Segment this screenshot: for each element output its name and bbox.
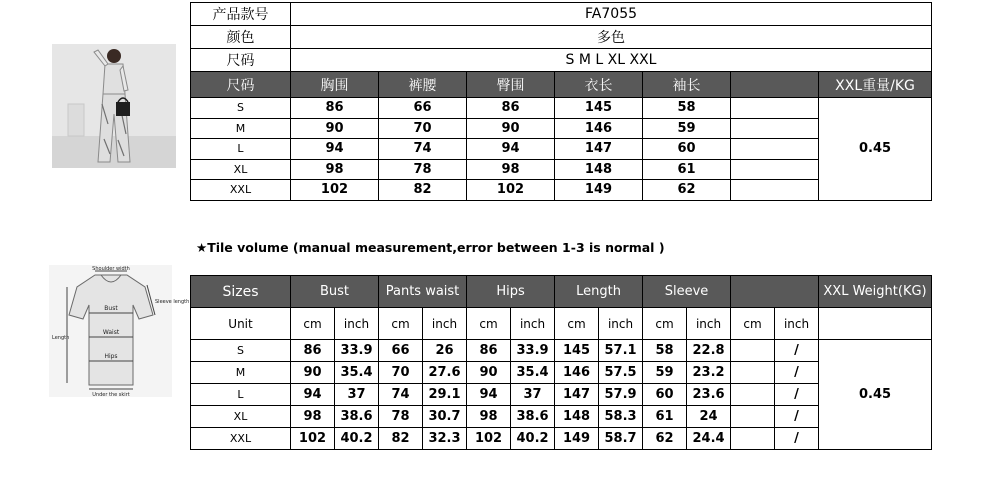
cell: 86 <box>467 98 555 119</box>
cell: 66 <box>379 98 467 119</box>
size-label: 尺码 <box>191 49 291 72</box>
unit-cell: cm <box>291 308 335 340</box>
cell: / <box>775 340 819 362</box>
size-value: S M L XL XXL <box>291 49 932 72</box>
cell: / <box>775 406 819 428</box>
cell: 82 <box>379 180 467 201</box>
row-size: M <box>191 362 291 384</box>
cell: 58 <box>643 340 687 362</box>
cell: 70 <box>379 362 423 384</box>
header-sleeve: Sleeve <box>643 276 731 308</box>
header-bust: 胸围 <box>291 72 379 98</box>
cell: 33.9 <box>511 340 555 362</box>
cell <box>731 362 775 384</box>
sketch-length-label: Length <box>52 335 70 341</box>
cell: 32.3 <box>423 428 467 450</box>
product-photo <box>52 44 176 168</box>
sketch-shoulder-label: Shoulder width <box>92 266 130 272</box>
cell: 38.6 <box>511 406 555 428</box>
unit-cell: inch <box>599 308 643 340</box>
color-value: 多色 <box>291 26 932 49</box>
cell: 62 <box>643 180 731 201</box>
cell: 102 <box>467 428 511 450</box>
unit-cell: inch <box>335 308 379 340</box>
header-waist: 裤腰 <box>379 72 467 98</box>
measurement-sketch <box>49 265 190 398</box>
measurement-note: ★Tile volume (manual measurement,error between 1-3 is normal ) <box>196 240 665 255</box>
cell: 90 <box>291 362 335 384</box>
cell: 94 <box>291 384 335 406</box>
row-size: S <box>191 340 291 362</box>
weight-value: 0.45 <box>819 340 932 450</box>
cell: 98 <box>467 406 511 428</box>
unit-cell: cm <box>379 308 423 340</box>
cell: 147 <box>555 139 643 160</box>
cell: 37 <box>511 384 555 406</box>
cell: 74 <box>379 384 423 406</box>
header-length: Length <box>555 276 643 308</box>
cell <box>731 340 775 362</box>
cell: 94 <box>291 139 379 160</box>
product-code-label: 产品款号 <box>191 3 291 26</box>
cell: 57.5 <box>599 362 643 384</box>
cell: 29.1 <box>423 384 467 406</box>
unit-weight-empty <box>819 308 932 340</box>
cell: 90 <box>291 118 379 139</box>
cell: 86 <box>467 340 511 362</box>
unit-cell: cm <box>731 308 775 340</box>
cell: 23.2 <box>687 362 731 384</box>
cell: 98 <box>467 159 555 180</box>
cell: 59 <box>643 118 731 139</box>
header-hips: Hips <box>467 276 555 308</box>
header-empty <box>731 72 819 98</box>
cell: 147 <box>555 384 599 406</box>
product-code-value: FA7055 <box>291 3 932 26</box>
row-size: L <box>191 139 291 160</box>
unit-cell: cm <box>467 308 511 340</box>
cell: 23.6 <box>687 384 731 406</box>
cell: 26 <box>423 340 467 362</box>
cell: 145 <box>555 340 599 362</box>
cell: 102 <box>291 428 335 450</box>
cell: 58 <box>643 98 731 119</box>
cell: / <box>775 428 819 450</box>
cell <box>731 428 775 450</box>
header-sizes: Sizes <box>191 276 291 308</box>
row-size: S <box>191 98 291 119</box>
cell: 35.4 <box>335 362 379 384</box>
cell: / <box>775 384 819 406</box>
cell: 61 <box>643 406 687 428</box>
cell <box>731 384 775 406</box>
cell: 98 <box>291 159 379 180</box>
table-row <box>191 98 932 119</box>
row-size: XXL <box>191 180 291 201</box>
cell: 78 <box>379 159 467 180</box>
cell: 59 <box>643 362 687 384</box>
cell: 82 <box>379 428 423 450</box>
cell: 58.7 <box>599 428 643 450</box>
color-label: 颜色 <box>191 26 291 49</box>
header-empty <box>731 276 819 308</box>
cell: 102 <box>291 180 379 201</box>
size-table-cn <box>190 2 932 201</box>
cell: 57.9 <box>599 384 643 406</box>
header-pants-waist: Pants waist <box>379 276 467 308</box>
cell: 33.9 <box>335 340 379 362</box>
cell: 37 <box>335 384 379 406</box>
cell <box>731 406 775 428</box>
cell: 60 <box>643 384 687 406</box>
cell: 94 <box>467 139 555 160</box>
row-size: L <box>191 384 291 406</box>
cell: 61 <box>643 159 731 180</box>
row-size: XXL <box>191 428 291 450</box>
unit-label: Unit <box>191 308 291 340</box>
cell: 145 <box>555 98 643 119</box>
cell: 94 <box>467 384 511 406</box>
unit-cell: inch <box>775 308 819 340</box>
cell: 57.1 <box>599 340 643 362</box>
table-row <box>191 340 932 362</box>
header-weight: XXL Weight(KG) <box>819 276 932 308</box>
cell: 40.2 <box>335 428 379 450</box>
weight-value: 0.45 <box>819 98 932 201</box>
header-bust: Bust <box>291 276 379 308</box>
cell-empty <box>731 139 819 160</box>
cell: 62 <box>643 428 687 450</box>
header-size: 尺码 <box>191 72 291 98</box>
sketch-skirt-label: Under the skirt <box>92 392 130 398</box>
cell: 27.6 <box>423 362 467 384</box>
header-hips: 臀围 <box>467 72 555 98</box>
cell: 24 <box>687 406 731 428</box>
cell: 38.6 <box>335 406 379 428</box>
cell: 149 <box>555 180 643 201</box>
cell: 24.4 <box>687 428 731 450</box>
cell: 35.4 <box>511 362 555 384</box>
cell: 149 <box>555 428 599 450</box>
cell: 74 <box>379 139 467 160</box>
cell: 60 <box>643 139 731 160</box>
unit-cell: inch <box>423 308 467 340</box>
cell: 102 <box>467 180 555 201</box>
row-size: M <box>191 118 291 139</box>
size-table-en <box>190 275 932 450</box>
sketch-waist-label: Waist <box>102 329 120 336</box>
sketch-hips-label: Hips <box>104 353 118 360</box>
unit-cell: inch <box>687 308 731 340</box>
unit-cell: inch <box>511 308 555 340</box>
cell: 66 <box>379 340 423 362</box>
cell: 148 <box>555 406 599 428</box>
unit-cell: cm <box>555 308 599 340</box>
cell-empty <box>731 98 819 119</box>
header-sleeve: 袖长 <box>643 72 731 98</box>
cell: 70 <box>379 118 467 139</box>
cell: 30.7 <box>423 406 467 428</box>
cell: 58.3 <box>599 406 643 428</box>
cell: 86 <box>291 98 379 119</box>
cell: 146 <box>555 118 643 139</box>
cell-empty <box>731 118 819 139</box>
sketch-sleeve-label: Sleeve length <box>155 299 190 305</box>
cell-empty <box>731 159 819 180</box>
cell: 22.8 <box>687 340 731 362</box>
header-length: 衣长 <box>555 72 643 98</box>
cell: 90 <box>467 362 511 384</box>
header-weight: XXL重量/KG <box>819 72 932 98</box>
unit-cell: cm <box>643 308 687 340</box>
cell: 78 <box>379 406 423 428</box>
cell: 98 <box>291 406 335 428</box>
row-size: XL <box>191 406 291 428</box>
cell: 90 <box>467 118 555 139</box>
cell: 40.2 <box>511 428 555 450</box>
cell: / <box>775 362 819 384</box>
sketch-bust-label: Bust <box>104 305 118 312</box>
row-size: XL <box>191 159 291 180</box>
cell: 146 <box>555 362 599 384</box>
cell: 148 <box>555 159 643 180</box>
cell: 86 <box>291 340 335 362</box>
cell-empty <box>731 180 819 201</box>
